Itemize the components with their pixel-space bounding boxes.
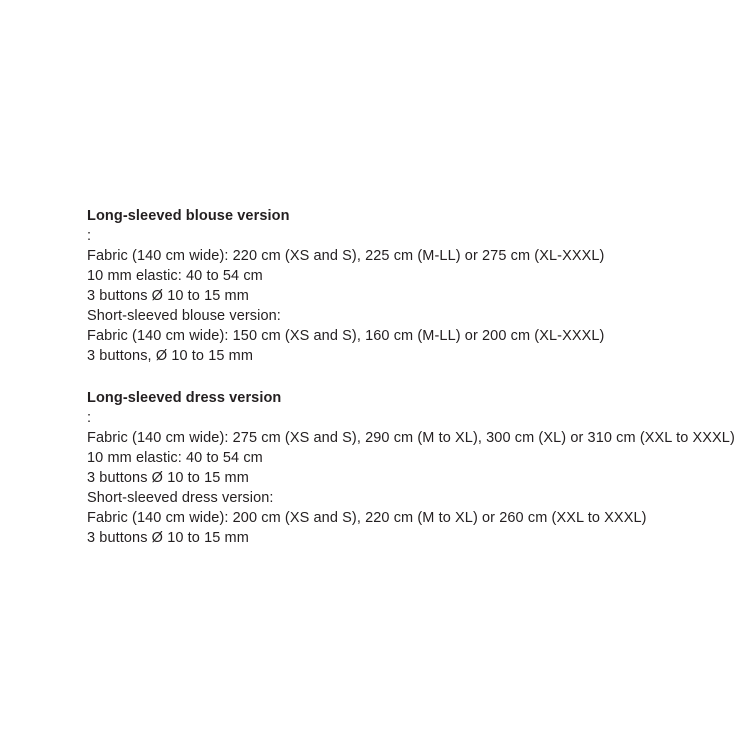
dress-long-buttons-line: 3 buttons Ø 10 to 15 mm bbox=[87, 470, 249, 486]
blouse-short-fabric-line: Fabric (140 cm wide): 150 cm (XS and S), 160 cm (M-LL) or 200 cm (XL-XXXL) bbox=[87, 328, 605, 344]
dress-version-heading: Long-sleeved dress version bbox=[87, 390, 282, 406]
blouse-short-buttons-line: 3 buttons, Ø 10 to 15 mm bbox=[87, 348, 254, 364]
dress-short-buttons-line: 3 buttons Ø 10 to 15 mm bbox=[87, 530, 249, 546]
blouse-long-buttons-line: 3 buttons Ø 10 to 15 mm bbox=[87, 288, 249, 304]
dress-short-fabric-line: Fabric (140 cm wide): 200 cm (XS and S), 220 cm (M to XL) or 260 cm (XXL to XXXL) bbox=[87, 510, 647, 526]
dress-long-fabric-line: Fabric (140 cm wide): 275 cm (XS and S), 290 cm (M to XL), 300 cm (XL) or 310 cm (XXL to XXXL) bbox=[87, 430, 735, 446]
document-content bbox=[87, 206, 743, 548]
blouse-version-heading: Long-sleeved blouse version bbox=[87, 208, 290, 224]
dress-version-colon: : bbox=[87, 410, 92, 426]
blouse-long-elastic-line: 10 mm elastic: 40 to 54 cm bbox=[87, 268, 263, 284]
blouse-version-colon: : bbox=[87, 228, 92, 244]
dress-short-subheading-line: Short-sleeved dress version: bbox=[87, 490, 274, 506]
blouse-long-fabric-line: Fabric (140 cm wide): 220 cm (XS and S), 225 cm (M-LL) or 275 cm (XL-XXXL) bbox=[87, 248, 605, 264]
dress-version-section bbox=[87, 388, 743, 548]
blouse-short-subheading-line: Short-sleeved blouse version: bbox=[87, 308, 281, 324]
dress-long-elastic-line: 10 mm elastic: 40 to 54 cm bbox=[87, 450, 263, 466]
blouse-version-section bbox=[87, 206, 743, 366]
